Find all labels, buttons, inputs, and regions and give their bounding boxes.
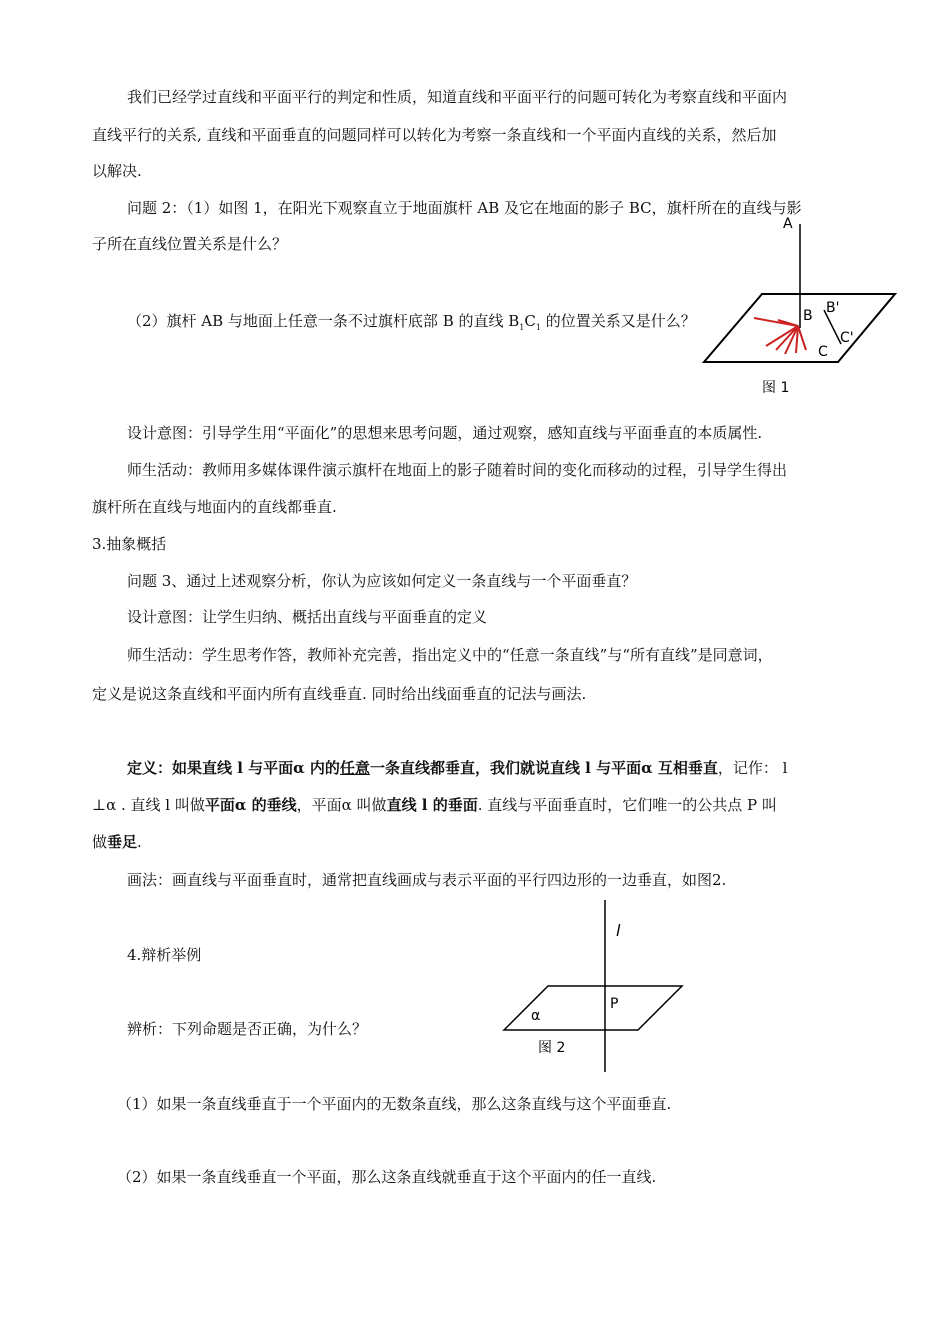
section4-item-1: （1）如果一条直线垂直于一个平面内的无数条直线，那么这条直线与这个平面垂直. xyxy=(117,1095,672,1113)
section3-activity-line-2: 定义是说这条直线和平面内所有直线垂直. 同时给出线面垂直的记法与画法. xyxy=(92,685,587,703)
definition-l2-d: 直线 l 的垂面 xyxy=(386,796,478,814)
q2-part2-sub2: 1 xyxy=(535,323,541,332)
q2-part2-suffix: 的位置关系又是什么？ xyxy=(540,312,696,330)
definition-part-4: ，记作： l xyxy=(717,759,788,777)
section4-item-2: （2）如果一条直线垂直一个平面，那么这条直线就垂直于这个平面内的任一直线. xyxy=(117,1168,657,1186)
figure1-label-c: C xyxy=(818,344,828,360)
q2-part2-mid: C xyxy=(524,312,536,330)
figure-1 xyxy=(690,208,902,404)
section4-heading: 4.辩析举例 xyxy=(127,946,202,964)
figure1-label-c1: C' xyxy=(840,330,854,346)
figure2-label-l: l xyxy=(616,921,621,940)
section4-prompt: 辨析：下列命题是否正确，为什么？ xyxy=(127,1020,368,1038)
q2-part2-prefix: （2）旗杆 AB 与地面上任意一条不过旗杆底部 B 的直线 B xyxy=(127,312,520,330)
definition-l3-b: 垂足 xyxy=(107,833,138,851)
definition-line-3 xyxy=(92,831,142,853)
definition-part-3: 一条直线都垂直，我们就说直线 l 与平面α 互相垂直 xyxy=(369,759,718,777)
figure2-label-alpha: α xyxy=(531,1008,541,1024)
definition-l3-c: . xyxy=(137,833,142,851)
intro-line-2: 直线平行的关系, 直线和平面垂直的问题同样可以转化为考察一条直线和一个平面内直线的关系，然后加 xyxy=(92,126,777,144)
q2-activity-line-1: 师生活动：教师用多媒体课件演示旗杆在地面上的影子随着时间的变化而移动的过程，引导学生得出 xyxy=(127,461,788,479)
definition-part-2: 任意 xyxy=(339,759,370,777)
figure1-label-b: B xyxy=(803,308,813,324)
intro-line-1: 我们已经学过直线和平面平行的判定和性质，知道直线和平面平行的问题可转化为考察直线和平面内 xyxy=(127,88,788,106)
definition-l2-a: ⊥α . 直线 l 叫做 xyxy=(92,796,205,814)
q2-intent: 设计意图：引导学生用“平面化”的思想来思考问题，通过观察，感知直线与平面垂直的本质属性. xyxy=(127,424,763,442)
definition-line-1 xyxy=(127,757,787,779)
section3-activity-line-1: 师生活动：学生思考作答，教师补充完善，指出定义中的“任意一条直线”与“所有直线”是同意词， xyxy=(127,646,773,664)
definition-l3-a: 做 xyxy=(92,833,108,851)
section3-heading: 3.抽象概括 xyxy=(92,535,167,553)
definition-l2-c: ，平面α 叫做 xyxy=(296,796,387,814)
figure2-caption: 图 2 xyxy=(538,1040,566,1056)
q2-part2 xyxy=(127,310,696,339)
q2-part2-sub1: 1 xyxy=(519,323,525,332)
definition-l2-b: 平面α 的垂线 xyxy=(204,796,297,814)
definition-drawing: 画法：画直线与平面垂直时，通常把直线画成与表示平面的平行四边形的一边垂直，如图2. xyxy=(127,871,727,889)
figure-2 xyxy=(500,896,686,1074)
q2-activity-line-2: 旗杆所在直线与地面内的直线都垂直. xyxy=(92,498,337,516)
q2-part1-line-2: 子所在直线位置关系是什么？ xyxy=(92,235,288,253)
figure1-caption: 图 1 xyxy=(762,380,790,396)
section3-intent: 设计意图：让学生归纳、概括出直线与平面垂直的定义 xyxy=(127,608,488,626)
definition-line-2 xyxy=(92,794,777,816)
intro-line-3: 以解决. xyxy=(92,162,142,180)
figure2-label-p: P xyxy=(610,996,619,1012)
q2-part1-line-1: 问题 2：（1）如图 1，在阳光下观察直立于地面旗杆 AB 及它在地面的影子 BC，旗杆所在的直线与影 xyxy=(127,199,802,217)
figure1-shadows xyxy=(754,318,806,354)
definition-part-1: 定义：如果直线 l 与平面α 内的 xyxy=(127,759,340,777)
figure1-label-b1: B' xyxy=(826,300,840,316)
section3-question: 问题 3、通过上述观察分析，你认为应该如何定义一条直线与一个平面垂直？ xyxy=(127,572,637,590)
figure1-label-a: A xyxy=(783,216,793,232)
definition-l2-e: . 直线与平面垂直时，它们唯一的公共点 P 叫 xyxy=(477,796,777,814)
